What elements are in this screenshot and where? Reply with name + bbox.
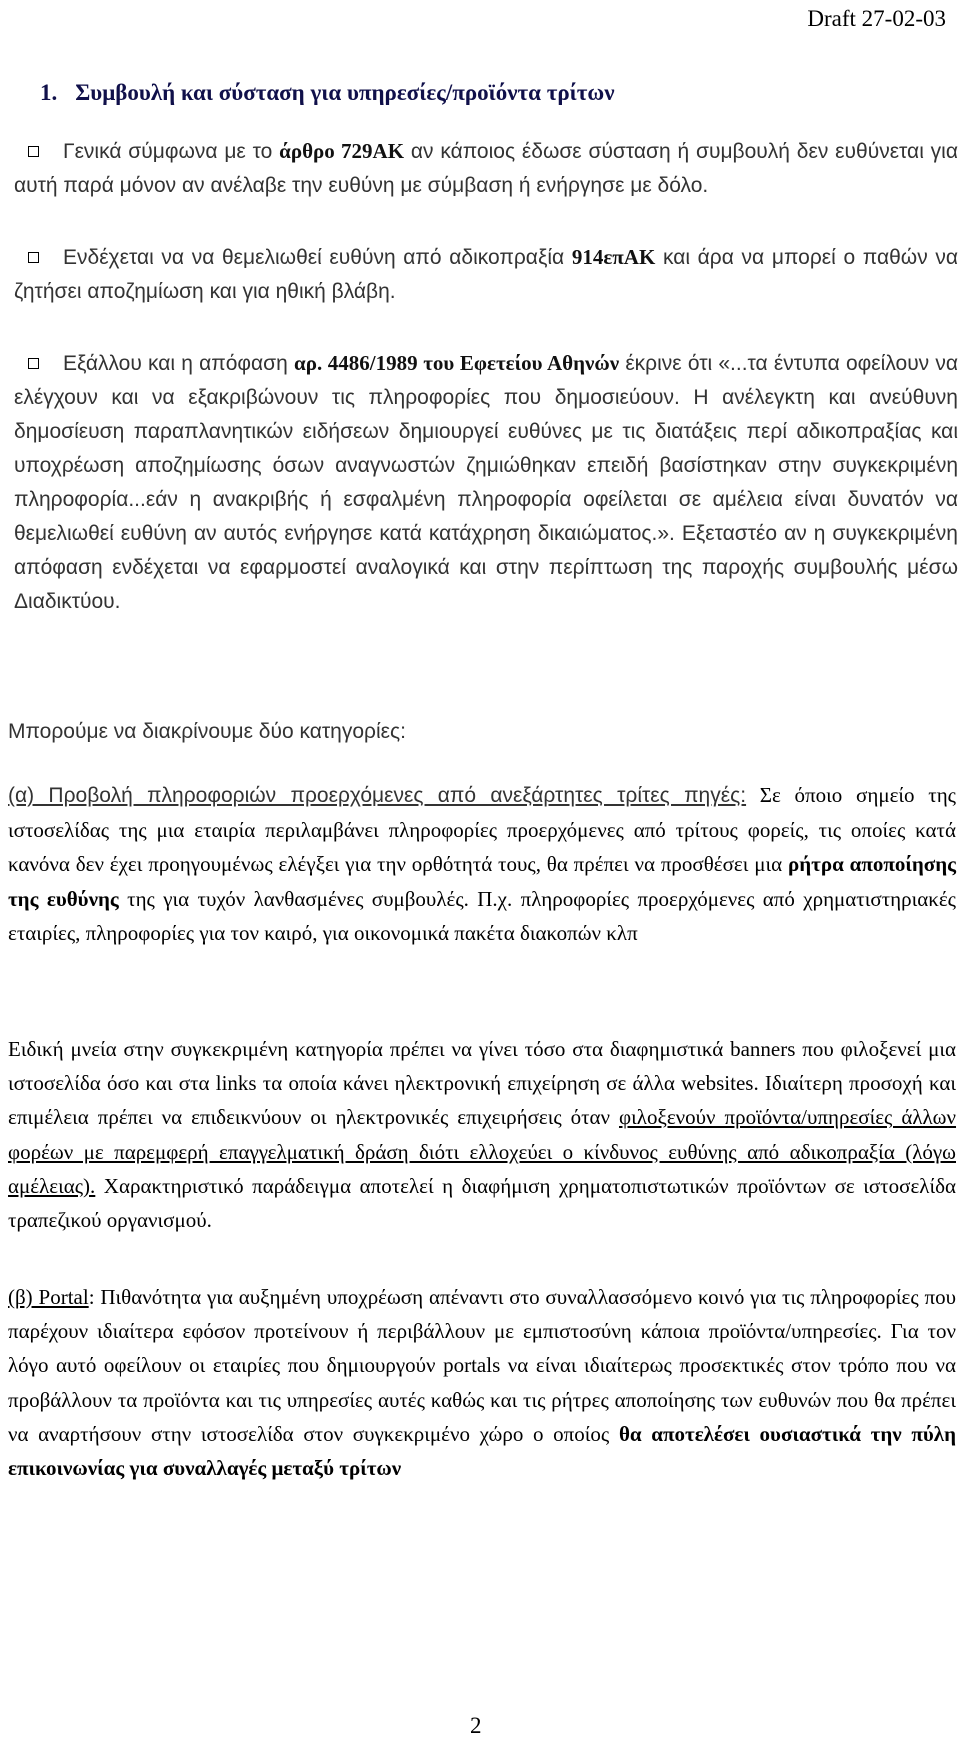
category-b-paragraph: (β) Portal: Πιθανότητα για αυξημένη υποχρέωση απέναντι στο συναλλασσόμενο κοινό για τις πληροφορίες που παρέχουν ιδιαίτερα εφόσον προτείνουν ή περιβάλλουν με εμπιστοσύνη κάποια προϊόντα/υπηρεσίες. Για τον λόγο αυτό οφείλουν οι εταιρίες που δημιουργούν portals να είναι ιδιαίτερως προσεκτικές στον τρόπο που να προβάλλουν τα προϊόντα και τις υπηρεσίες αυτές καθώς και τις ρήτρες αποποίησης των ευθυνών που θα πρέπει να αναρτήσουν στην ιστοσελίδα στον συγκεκριμένο χώρο ο οποίος θα αποτελέσει ουσιαστικά την πύλη επικοινωνίας για συναλλαγές μεταξύ τρίτων	[8, 1285, 956, 1481]
disclaimer-clause: ρήτρα αποποίησης της ευθύνης	[8, 852, 956, 911]
page-number: 2	[470, 1713, 482, 1738]
court-decision-reference: αρ. 4486/1989 του Εφετείου Αθηνών	[293, 351, 620, 375]
checkbox-bullet-icon	[28, 252, 39, 263]
portal-emphasis: θα αποτελέσει ουσιαστικά την πύλη επικοινωνίας για συναλλαγές μεταξύ τρίτων	[8, 1421, 956, 1481]
checkbox-bullet-icon	[28, 146, 39, 157]
bullet-item-3: Εξάλλου και η απόφαση αρ. 4486/1989 του Εφετείου Αθηνών έκρινε ότι «...τα έντυπα οφείλουν να ελέγχουν και να εξακριβώνουν τις πληροφορίες που δημοσιεύουν. Η ανέλεγκτη και ανεύθυνη δημοσίευση παραπλανητικών ειδήσεων δημιουργεί ευθύνες με τις διατάξεις περί αδικοπραξίας και υποχρέωση αποζημίωσης όσων αναγνωστών ζημιώθηκαν επειδή βασίστηκαν στην συγκεκριμένη πληροφορία...εάν η ανακριβής ή εσφαλμένη πληροφορία οφείλεται σε αμέλεια είναι δυνατόν να θεμελιωθεί ευθύνη αν αυτός ενήργησε κατά κατάχρηση δικαιώματος.». Εξεταστέο αν η συγκεκριμένη απόφαση ενδέχεται να εφαρμοστεί αναλογικά και στην περίπτωση της παροχής συμβουλής μέσω Διαδικτύου.	[14, 351, 958, 613]
article-reference: άρθρο 729ΑΚ	[279, 139, 405, 163]
category-a-label: (α) Προβολή πληροφοριών προερχόμενες από ανεξάρτητες τρίτες πηγές:	[8, 784, 747, 807]
draft-date: Draft 27-02-03	[807, 6, 946, 31]
section-number: 1.	[40, 80, 58, 105]
bullet-item-1: Γενικά σύμφωνα με το άρθρο 729ΑΚ αν κάποιος έδωσε σύσταση ή συμβουλή δεν ευθύνεται για αυτή παρά μόνον αν ανέλαβε την ευθύνη με σύμβαση ή ενήργησε με δόλο.	[14, 139, 958, 197]
bullet-item-2: Ενδέχεται να να θεμελιωθεί ευθύνη από αδικοπραξία 914επΑΚ και άρα να μπορεί ο παθών να ζητήσει αποζημίωση και για ηθική βλάβη.	[14, 245, 958, 303]
checkbox-bullet-icon	[28, 358, 39, 369]
special-mention-paragraph: Ειδική μνεία στην συγκεκριμένη κατηγορία πρέπει να γίνει τόσο στα διαφημιστικά banners που φιλοξενεί μια ιστοσελίδα όσο και στα links τα οποία κάνει ηλεκτρονική επιχείρηση σε άλλα websites. Ιδιαίτερη προσοχή και επιμέλεια πρέπει να επιδεικνύουν οι ηλεκτρονικές επιχειρήσεις όταν φιλοξενούν προϊόντα/υπηρεσίες άλλων φορέων με παρεμφερή επαγγελματική δράση διότι ελλοχεύει ο κίνδυνος ευθύνης από αδικοπραξία (λόγω αμέλειας). Χαρακτηριστικό παράδειγμα αποτελεί η διαφήμιση χρηματοπιστωτικών προϊόντων σε ιστοσελίδα τραπεζικού οργανισμού.	[8, 1037, 957, 1233]
section-heading	[40, 80, 614, 106]
section-title: Συμβουλή και σύσταση για υπηρεσίες/προϊόντα τρίτων	[75, 80, 615, 105]
article-reference: 914επΑΚ	[571, 245, 656, 269]
underlined-warning: φιλοξενούν προϊόντα/υπηρεσίες άλλων φορέων με παρεμφερή επαγγελματική δράση διότι ελλοχεύει ο κίνδυνος ευθύνης από αδικοπραξία (λόγω αμέλειας).	[8, 1105, 957, 1198]
category-a-paragraph: (α) Προβολή πληροφοριών προερχόμενες από ανεξάρτητες τρίτες πηγές: Σε όποιο σημείο της ιστοσελίδας της μια εταιρία περιλαμβάνει πληροφορίες προερχόμενες από τρίτους φορείς, τις οποίες κατά κανόνα δεν έχει προηγουμένως ελέγξει για την ορθότητά τους, θα πρέπει να προσθέσει μια ρήτρα αποποίησης της ευθύνης της για τυχόν λανθασμένες συμβουλές. Π.χ. πληροφορίες προερχόμενες από χρηματιστηριακές εταιρίες, πληροφορίες για τον καιρό, για οικονομικά πακέτα διακοπών κλπ	[8, 783, 957, 945]
intro-paragraph: Μπορούμε να διακρίνουμε δύο κατηγορίες:	[8, 720, 406, 743]
category-b-label: (β) Portal	[8, 1285, 89, 1309]
